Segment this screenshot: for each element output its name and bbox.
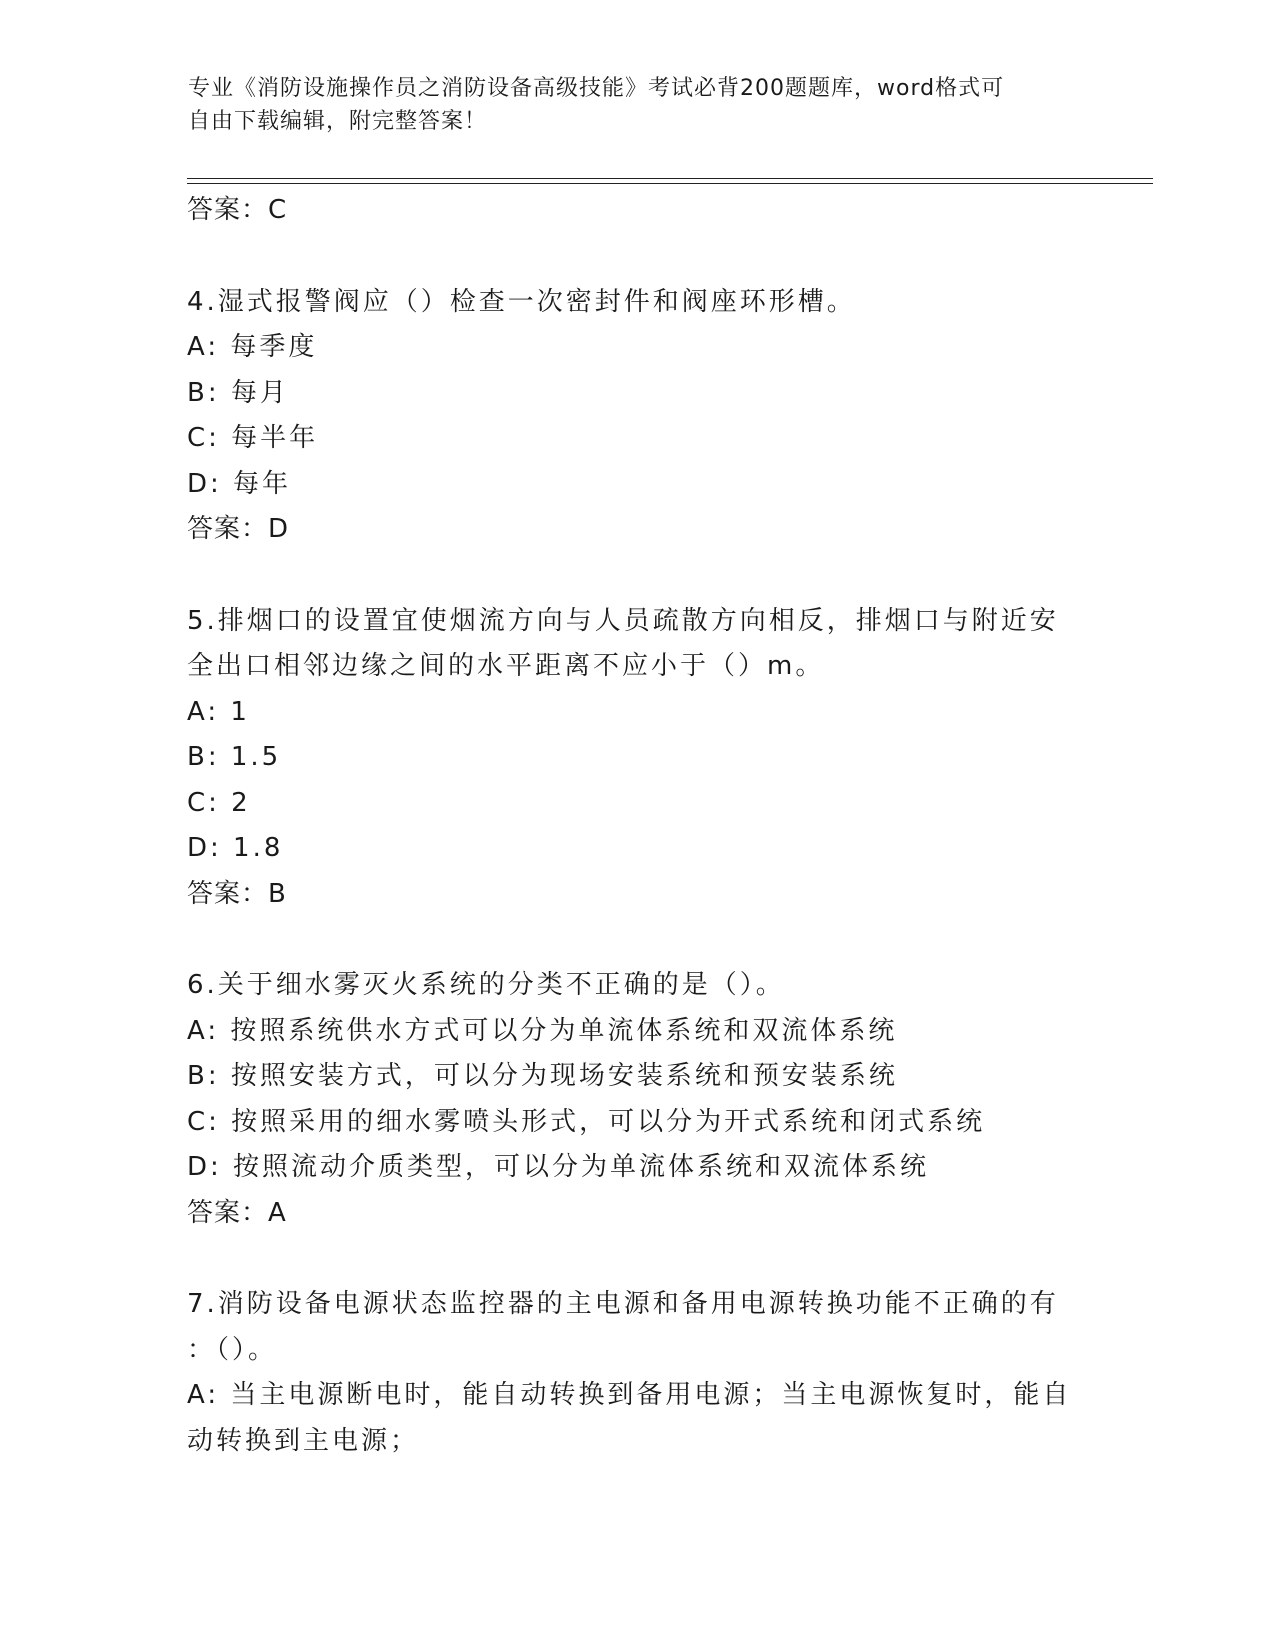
option-a: A: 每季度 [187,332,318,362]
question-stem: 4.湿式报警阀应（）检查一次密封件和阀座环形槽。 [187,286,856,317]
question-stem: 6.关于细水雾灭火系统的分类不正确的是（）。 [187,970,785,1000]
option-d: D: 1.8 [187,833,284,863]
answer-line: 答案：B [187,878,287,909]
option-b: B: 按照安装方式，可以分为现场安装系统和预安装系统 [187,1061,898,1091]
option-d: D: 每年 [187,468,292,499]
document-header [188,72,1068,138]
question-stem-line-2: ：（）。 [187,1334,278,1365]
answer-line: 答案：D [187,514,290,544]
header-divider-bottom [187,183,1153,184]
answer-line: 答案：C [187,195,288,225]
option-a: A: 1 [187,696,250,727]
question-block [187,963,1087,1236]
option-a-line-2: 动转换到主电源； [187,1425,420,1456]
question-list [187,188,1087,1464]
option-a: A: 按照系统供水方式可以分为单流体系统和双流体系统 [187,1015,898,1046]
spacer [187,553,1087,599]
option-c: C: 每半年 [187,423,319,453]
header-divider-top [187,178,1153,179]
option-b: B: 1.5 [187,742,282,772]
question-block [187,599,1087,918]
spacer [187,1236,1087,1282]
question-block [187,1282,1087,1464]
header-line-2: 自由下载编辑，附完整答案！ [188,109,488,134]
question-block [187,280,1087,553]
option-c: C: 按照采用的细水雾喷头形式，可以分为开式系统和闭式系统 [187,1106,986,1137]
question-stem-line-1: 7.消防设备电源状态监控器的主电源和备用电源转换功能不正确的有 [187,1289,1059,1319]
option-d: D: 按照流动介质类型，可以分为单流体系统和双流体系统 [187,1152,930,1182]
spacer [187,917,1087,963]
option-c: C: 2 [187,787,251,818]
header-line-1: 专业《消防设施操作员之消防设备高级技能》考试必背200题题库，word格式可 [188,76,1005,101]
question-stem-line-1: 5.排烟口的设置宜使烟流方向与人员疏散方向相反，排烟口与附近安 [187,605,1059,636]
option-b: B: 每月 [187,377,289,408]
option-a-line-1: A: 当主电源断电时，能自动转换到备用电源；当主电源恢复时，能自 [187,1380,1072,1410]
answer-line: 答案：A [187,1197,287,1228]
spacer [187,234,1087,280]
question-stem-line-2: 全出口相邻边缘之间的水平距离不应小于（）m。 [187,651,825,681]
